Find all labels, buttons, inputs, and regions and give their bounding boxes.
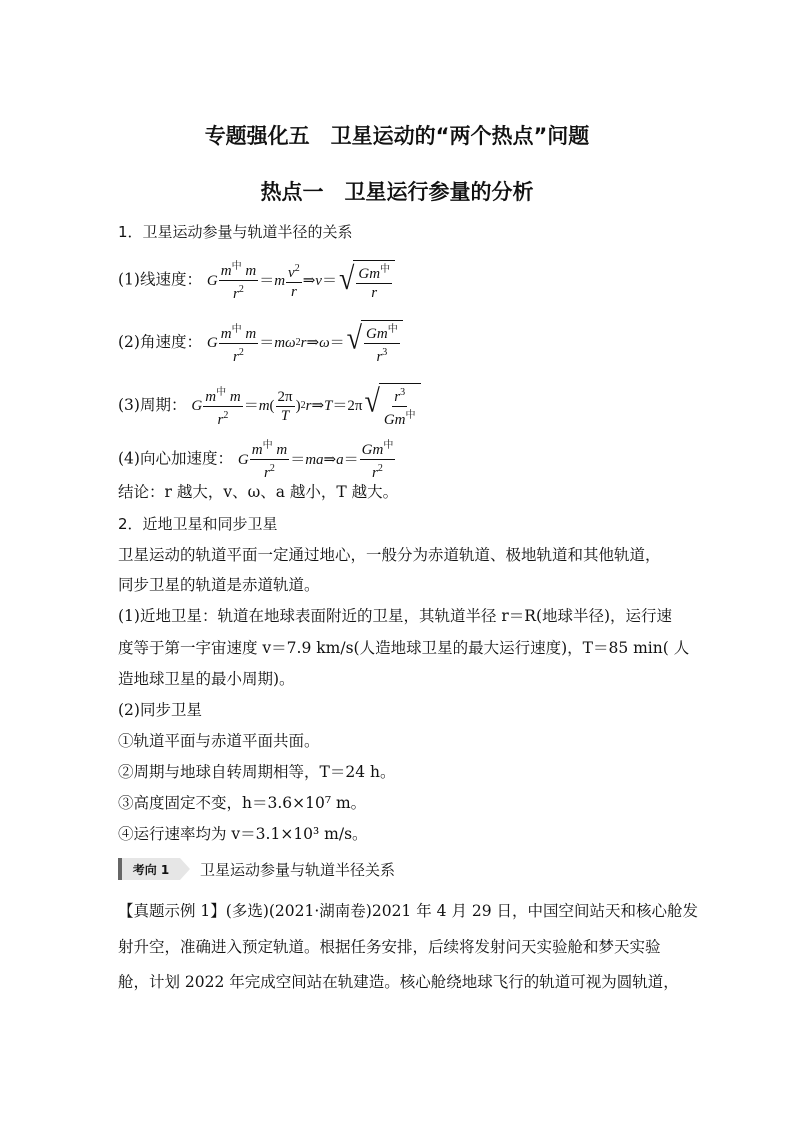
formula-period [118, 383, 421, 429]
formula-label: (2)角速度： [118, 333, 202, 351]
section-title: 热点一 卫星运行参量的分析 [260, 180, 534, 204]
sync-heading: (2)同步卫星 [118, 701, 202, 719]
formula-expression: G $\frac{m^中 m}{r^2}$ ＝ mω 2 r ⇒ ω ＝ √ $\frac{Gm^中}{r^3}$ [207, 320, 403, 366]
paragraph-line: 卫星运动的轨道平面一定通过地心，一般分为赤道轨道、极地轨道和其他轨道， [118, 546, 661, 564]
topic-badge [118, 858, 395, 880]
badge-tag: 考向 1 [118, 858, 180, 880]
example-line: 射升空，准确进入预定轨道。根据任务安排，后续将发射问天实验舱和梦天实验 [118, 938, 661, 956]
formula-centripetal-acceleration [118, 437, 396, 482]
paragraph-line: 度等于第一宇宙速度 v＝7.9 km/s(人造地球卫星的最大运行速度)，T＝85 min( 人 [118, 639, 690, 657]
conclusion-text: 结论：r 越大，v、ω、a 越小，T 越大。 [118, 483, 399, 501]
paragraph-line: 造地球卫星的最小周期)。 [118, 670, 295, 688]
paragraph-line: (1)近地卫星：轨道在地球表面附近的卫星，其轨道半径 r＝R(地球半径)，运行速 [118, 607, 673, 625]
page-title: 专题强化五 卫星运动的“两个热点”问题 [204, 124, 590, 148]
formula-angular-velocity [118, 320, 403, 366]
formula-expression: G $\frac{m^中 m}{r^2}$ ＝ m $\frac{v^2}{r}$ ⇒ v ＝ √ $\frac{Gm^中}{r}$ [207, 258, 395, 303]
paragraph-line: 同步卫星的轨道是赤道轨道。 [118, 576, 320, 594]
badge-label: 卫星运动参量与轨道半径关系 [200, 860, 396, 879]
list-item: ④运行速率均为 v＝3.1×10³ m/s。 [118, 825, 368, 843]
list-item: ③高度固定不变，h＝3.6×10⁷ m。 [118, 794, 367, 812]
example-line: 舱，计划 2022 年完成空间站在轨建造。核心舱绕地球飞行的轨道可视为圆轨道， [118, 973, 679, 991]
example-line: 【真题示例 1】(多选)(2021·湖南卷)2021 年 4 月 29 日，中国空间站天和核心舱发 [118, 902, 699, 920]
section1-heading: 1．卫星运动参量与轨道半径的关系 [118, 223, 353, 241]
formula-expression: G $\frac{m^中 m}{r^2}$ ＝ ma ⇒ a ＝ $\frac{Gm^中}{r^2}$ [238, 437, 396, 482]
formula-expression: G $\frac{m^中 m}{r^2}$ ＝ m ( $\frac{2\pi}{T}$ ) 2 r ⇒ T ＝2π √ $\frac{r^3}{Gm^中}$ [191, 383, 420, 429]
formula-label: (3)周期： [118, 396, 187, 414]
formula-label: (1)线速度： [118, 270, 202, 289]
formula-linear-velocity [118, 258, 395, 303]
section2-heading: 2．近地卫星和同步卫星 [118, 515, 278, 533]
list-item: ①轨道平面与赤道平面共面。 [118, 732, 320, 750]
formula-label: (4)向心加速度： [118, 449, 233, 468]
list-item: ②周期与地球自转周期相等，T＝24 h。 [118, 763, 396, 781]
